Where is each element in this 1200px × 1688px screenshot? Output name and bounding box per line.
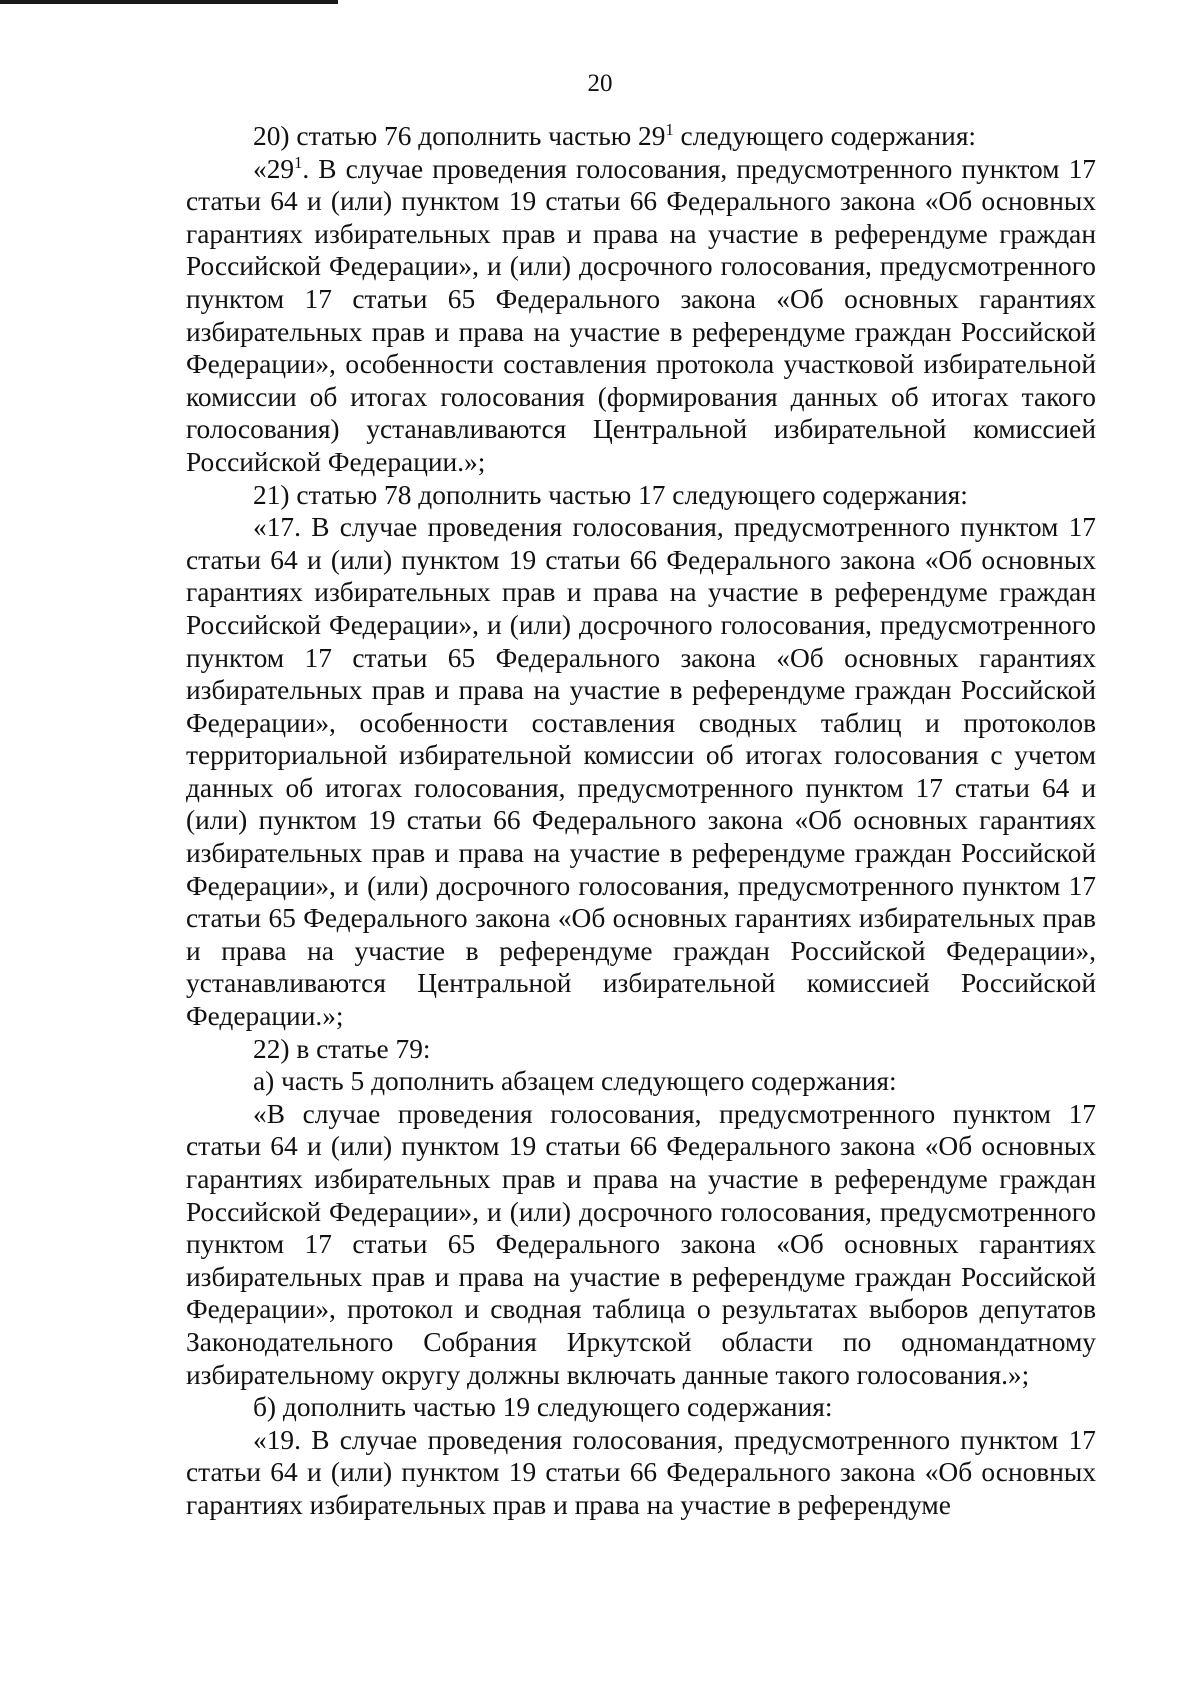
paragraph-a-part-5: а) часть 5 дополнить абзацем следующего содержания: (253, 1066, 897, 1097)
paragraph-22-article-79: 22) в статье 79: (253, 1033, 431, 1064)
paragraph-part-17: «17. В случае проведения голосования, предусмотренного пунктом 17 статьи 64 и (или) пунктом 19 статьи 66 Федерального закона «Об основных гарантиях избирательных прав и права на участие в референдуме граждан Российской Федерации», и (или) досрочного голосования, предусмотренного пунктом 17 статьи 65 Федерального закона «Об основных гарантиях избирательных прав и права на участие в референдуме граждан Российской Федерации», особенности составления сводных таблиц и протоколов территориальной избирательной комиссии об итогах голосования с учетом данных об итогах голосования, предусмотренного пунктом 17 статьи 64 и (или) пунктом 19 статьи 66 Федерального закона «Об основных гарантиях избирательных прав и права на участие в референдуме граждан Российской Федерации», и (или) досрочного голосования, предусмотренного пунктом 17 статьи 65 Федерального закона «Об основных гарантиях избирательных прав и права на участие в референдуме граждан Российской Федерации», устанавливаются Центральной избирательной комиссией Российской Федерации.»; (186, 512, 1096, 1032)
top-edge-rule (0, 0, 338, 4)
page-number: 20 (587, 70, 613, 97)
document-body (186, 120, 1096, 1522)
paragraph-part-19: «19. В случае проведения голосования, предусмотренного пунктом 17 статьи 64 и (или) пунктом 19 статьи 66 Федерального закона «Об основных гарантиях избирательных прав и права на участие в референдуме (186, 1424, 1096, 1520)
paragraph-20-article-76: 20) статью 76 дополнить частью $29^1$ следующего содержания: (253, 119, 977, 151)
superscript: 1 (665, 119, 674, 139)
paragraph-part-5-addition: «В случае проведения голосования, предусмотренного пунктом 17 статьи 64 и (или) пунктом 19 статьи 66 Федерального закона «Об основных гарантиях избирательных прав и права на участие в референдуме граждан Российской Федерации», и (или) досрочного голосования, предусмотренного пунктом 17 статьи 65 Федерального закона «Об основных гарантиях избирательных прав и права на участие в референдуме граждан Российской Федерации», протокол и сводная таблица о результатах выборов депутатов Законодательного Собрания Иркутской области по одномандатному избирательному округу должны включать данные такого голосования.»; (186, 1098, 1096, 1390)
paragraph-part-29-1: «$29^1$. В случае проведения голосования, предусмотренного пунктом 17 статьи 64 и (или) пунктом 19 статьи 66 Федерального закона «Об основных гарантиях избирательных прав и права на участие в референдуме граждан Российской Федерации», и (или) досрочного голосования, предусмотренного пунктом 17 статьи 65 Федерального закона «Об основных гарантиях избирательных прав и права на участие в референдуме граждан Российской Федерации», особенности составления протокола участковой избирательной комиссии об итогах голосования (формирования данных об итогах такого голосования) устанавливаются Центральной избирательной комиссией Российской Федерации.»; (186, 152, 1096, 477)
paragraph-b-part-19: б) дополнить частью 19 следующего содержания: (253, 1392, 833, 1423)
paragraph-21-article-78: 21) статью 78 дополнить частью 17 следующего содержания: (253, 479, 968, 510)
superscript: 1 (294, 152, 303, 172)
